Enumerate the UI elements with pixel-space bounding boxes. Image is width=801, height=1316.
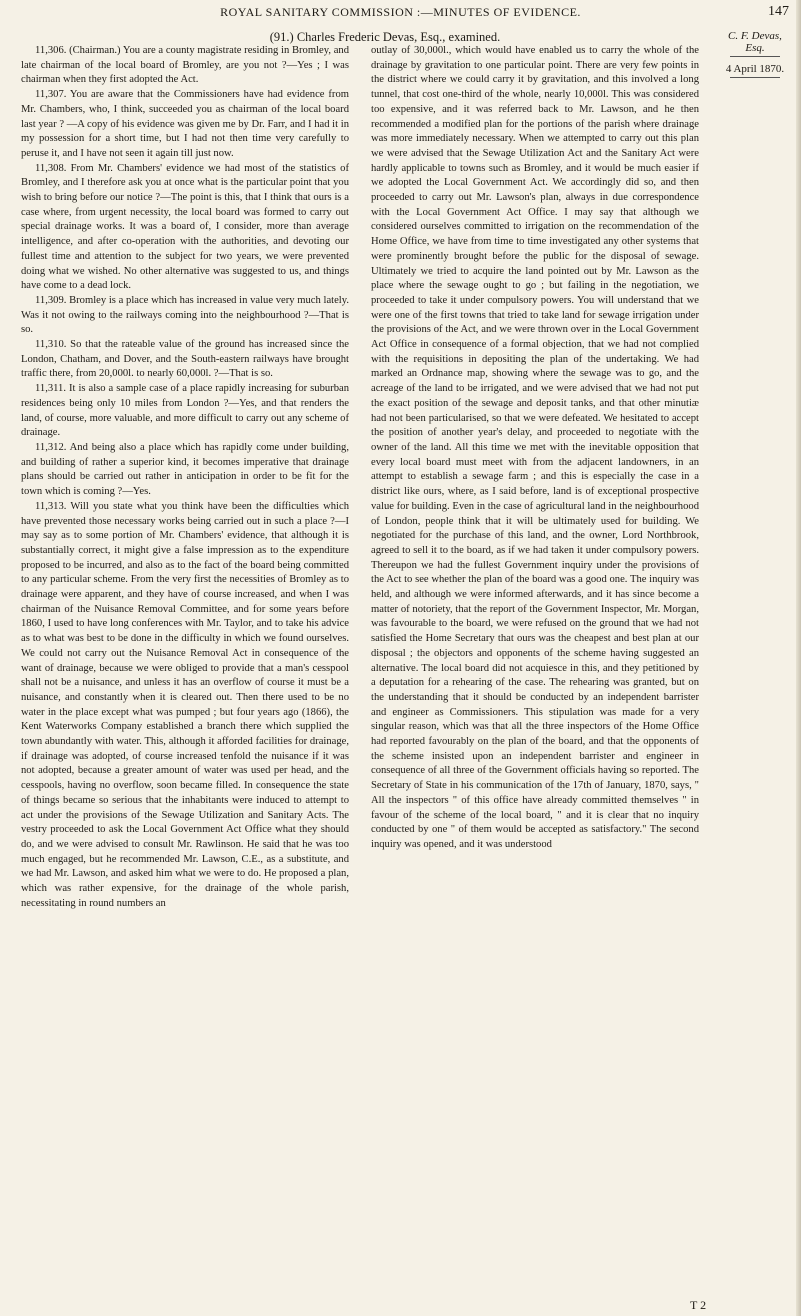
evidence-paragraph: 11,312. And being also a place which has rapidly come under building, and building of rather a superior kind, it becomes imperative that drainage plans should be carried out rather in anticipation in order to be fit for the town which is coming ?—Yes. bbox=[21, 441, 349, 498]
margin-divider bbox=[730, 77, 780, 78]
evidence-paragraph: 11,309. Bromley is a place which has increased in value very much lately. Was it not owing to the railways coming into the neighbourhood ?—That is so. bbox=[21, 294, 349, 336]
running-head bbox=[0, 4, 801, 22]
witness-heading: (91.) Charles Frederic Devas, Esq., examined. bbox=[269, 30, 501, 44]
right-column bbox=[371, 44, 699, 1306]
margin-date: 4 April 1870. bbox=[725, 63, 785, 75]
signature-mark: T 2 bbox=[690, 1298, 707, 1312]
evidence-paragraph: 11,310. So that the rateable value of the ground has increased since the London, Chatham, and Dover, and the South-eastern railways have brought traffic there, from 20,000l. to nearly 60,000l. ?—That is so. bbox=[21, 339, 349, 380]
evidence-paragraph: 11,311. It is also a sample case of a place rapidly increasing for suburban residences being only 10 miles from London ?—Yes, and that renders the land, of course, more valuable, and more difficult to carry out any scheme of drainage. bbox=[21, 383, 349, 439]
margin-witness-name: C. F. Devas, bbox=[728, 30, 782, 42]
left-column bbox=[21, 44, 349, 1306]
margin-note bbox=[712, 30, 798, 78]
evidence-paragraph: 11,313. Will you state what you think have been the difficulties which have prevented those necessary works being carried out in such a place ?—I may say as to some portion of Mr. Chambers' evidence, that although it is substantially correct, it might give a false impression as to the expenditure proposed to be incurred, and also as to the fact of the board being committed to any particular scheme. From the very first the necessities of Bromley as to drainage were apparent, and they have of course increased, and when I was chairman of the Nuisance Removal Committee, and for some years before 1860, I used to have long conferences with Mr. Taylor, and to take his advice as to what was best to be done in the difficulty in which we found ourselves. We could not carry out the Nuisance Removal Act in consequence of the want of drainage, because we were obliged to provide that a man's cesspool shall not be a nuisance, and unless it has an overflow of course it must be a nuisance, and constantly when it is cleared out. Then there used to be no water in the place except what was pumped ; but four years ago (1866), the Kent Waterworks Company established a branch there which supplied the town abundantly with water. This, although it afforded facilities for drainage, if drainage was adopted, of course increased tenfold the nuisance if it was not adopted, because a greater amount of water was used per head, and the cesspools, having no overflow, soon became filled. In consequence the state of things became so serious that the inhabitants were induced to attempt to act under the provisions of the Sewage Utilization and Sanitary Acts. The vestry proceeded to ask the Local Government Act Office what they should do, and we were advised to consult Mr. Rawlinson. He said that he was too much engaged, but he recommended Mr. Lawson, C.E., as a substitute, and we had Mr. Lawson, and asked him what we were to do. He proposed a plan, which was rather expensive, for the drainage of the whole parish, necessitating in round numbers an bbox=[21, 500, 349, 909]
page-number: 147 bbox=[768, 4, 789, 19]
evidence-paragraph: outlay of 30,000l., which would have enabled us to carry the whole of the drainage by gravitation to one particular point. There are very few points in the district where we could carry it by gravitation, and this involved a long tunnel, that cost one-third of the whole, nearly 10,000l. This was considered too expensive, and it was referred back to Mr. Lawson, and he then recommended a modified plan for the portions of the parish where drainage was more immediately necessary. When we attempted to carry out this plan we were advised that the Sewage Utilization Act and the Sanitary Act were hardly applicable to towns such as Bromley, and it would be much easier if we adopted the Local Government Act. We accordingly did so, and then proceeded to carry out Mr. Lawson's plan, always in due correspondence with the Local Government Act Office. I may say that although we considered ourselves committed to irrigation on the recommendation of the Home Office, we have from time to time investigated any other systems that were prominently brought before the public for the disposal of sewage. Ultimately we tried to acquire the land pointed out by Mr. Lawson as the place where the sewage ought to go ; but failing in the negotiation, we proceeded to take it under compulsory powers. You will understand that we were one of the first towns that tried to take land for sewage irrigation under the provisions of the Act, and we were thrown over in the Local Government Act Office in consequence of a formal objection, that we had not complied with the requisitions in depositing the plan of the undertaking. We had marked an Ordnance map, showing where the sewage was to go, and the acreage of the land to be irrigated, and we were advised that we had not put the exact position of the sewage and deposit tanks, and that other minutiæ had not been particularised, so that we were defeated. We hesitated to accept the position of another year's delay, and proceeded to negotiate with the owner of the land. All this time we met with the inevitable opposition that every local board must meet with from the adjacent landowners, in an attempt to establish a sewage farm ; and this is especially the case in a district like ours, where, as I said before, land is of exceptional prospective value for building. Even in the case of agricultural land in the neighbourhood of London, people think that it will be ultimately used for building. We negotiated for the purchase of this land, and the owner, Lord Northbrook, agreed to sell it to the board, as if we had taken it under compulsory powers. Thereupon we had the fullest Government inquiry under the provisions of the Act to see whether the plan of the board was a good one. The inquiry was held, and although we were informed afterwards, and it has since become a matter of notoriety, that the report of the Government Inspector, Mr. Morgan, was favourable to the board, we were refused on the ground that we had not satisfied the Home Secretary that ours was the cheapest and best plan at our disposal ; the objectors and opponents of the scheme having suggested an alternative. The local board did not acquiesce in this, and they petitioned by a deputation for a rehearing of the case. The rehearing was granted, but on the understanding that it should be conducted by an independent barrister and engineer as Commissioners. This stipulation was made for a very singular reason, which was that all the three inspectors of the Home Office had reported favourably on the plan of the board, and that the opponents of the scheme insisted upon an independent barrister and engineer in consequence of all three of the Government officials having so reported. The Secretary of State in his communication of the 17th of January, 1870, says, " All the inspectors " of this office have already committed themselves " in favour of the scheme of the local board, " and it is clear that no inquiry conducted by one " of them would be accepted as satisfactory." The second inquiry was opened, and it was understood bbox=[371, 45, 699, 850]
page-edge bbox=[796, 0, 801, 1316]
running-head-title: ROYAL SANITARY COMMISSION :—MINUTES OF EVIDENCE. bbox=[220, 5, 581, 19]
evidence-paragraph: 11,308. From Mr. Chambers' evidence we had most of the statistics of Bromley, and I therefore ask you at once what is the particular point that you wish to bring before our notice ?—The point is this, that I think that ours is a case where, from urgent necessity, the local board was formed to carry out special drainage works. It was a board of, I consider, more than average intelligence, and after co-operation with the authorities, and devoting our fullest time and attention to the subject for two years, we were prevented doing what we wished. No other alternative was suggested to us, and things have come to a dead lock. bbox=[21, 162, 349, 292]
evidence-paragraph: 11,306. (Chairman.) You are a county magistrate residing in Bromley, and late chairman of the local board of Bromley, are you not ?—Yes ; I was chairman when they first adopted the Act. bbox=[21, 45, 349, 86]
evidence-paragraph: 11,307. You are aware that the Commissioners have had evidence from Mr. Chambers, who, I think, succeeded you as chairman of the local board last year ? —A copy of his evidence was given me by Dr. Farr, and I had it in my possession for a short time, but I had not then time very carefully to peruse it, and I have not seen it again till just now. bbox=[21, 89, 349, 159]
margin-divider bbox=[730, 56, 780, 57]
margin-witness-esq: Esq. bbox=[745, 42, 765, 54]
